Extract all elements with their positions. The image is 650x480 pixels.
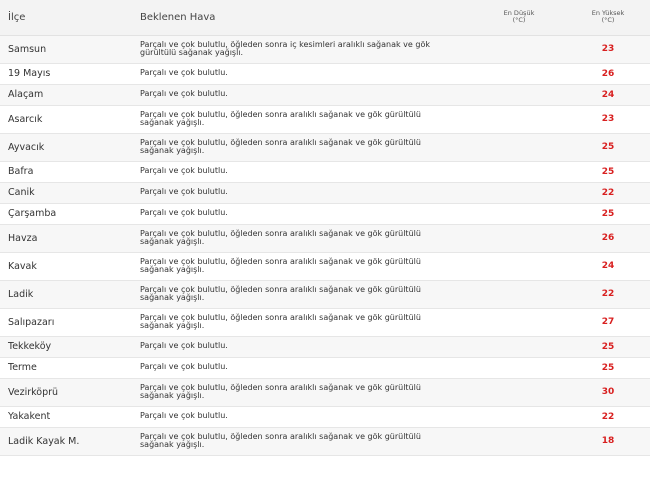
table-row [0,182,650,203]
min-temp [472,84,566,105]
header-max-temp [566,0,650,35]
weather-description: Parçalı ve çok bulutlu. [140,411,228,421]
header-min-temp-label: En Düşük [503,9,535,18]
district-name: Samsun [8,43,47,55]
min-temp [472,133,566,161]
max-temp: 22 [601,411,615,422]
min-temp [472,35,566,63]
district-name: Asarcık [8,113,43,125]
district-name: Havza [8,232,38,244]
district-name: 19 Mayıs [8,68,51,79]
max-temp: 25 [601,208,615,219]
weather-description: Parçalı ve çok bulutlu, öğleden sonra aralıklı sağanak ve gök gürültülü sağanak yağışlı. [140,431,421,449]
district-name: Vezirköprü [8,386,59,398]
table-row [0,161,650,182]
weather-description: Parçalı ve çok bulutlu, öğleden sonra aralıklı sağanak ve gök gürültülü sağanak yağışlı. [140,256,421,274]
min-temp [472,406,566,427]
max-temp: 25 [601,362,615,373]
min-temp [472,161,566,182]
weather-description: Parçalı ve çok bulutlu, öğleden sonra iç kesimleri aralıklı sağanak ve gök gürültülü sağanak yağışlı. [140,39,430,57]
table-body [0,35,650,455]
table-row [0,280,650,308]
table-row [0,35,650,63]
weather-description: Parçalı ve çok bulutlu. [140,89,228,99]
max-temp: 25 [601,166,615,177]
max-temp: 26 [601,233,615,243]
district-name: Ayvacık [8,141,45,153]
max-temp: 23 [601,114,615,124]
header-row [0,0,650,35]
weather-description: Parçalı ve çok bulutlu. [140,166,228,176]
min-temp [472,378,566,406]
weather-description: Parçalı ve çok bulutlu, öğleden sonra aralıklı sağanak ve gök gürültülü sağanak yağışlı. [140,382,421,400]
min-temp [472,182,566,203]
header-min-temp-unit: (°C) [512,16,526,25]
table-row [0,84,650,105]
weather-description: Parçalı ve çok bulutlu, öğleden sonra aralıklı sağanak ve gök gürültülü sağanak yağışlı. [140,109,421,127]
min-temp [472,336,566,357]
min-temp [472,427,566,455]
district-name: Ladik Kayak M. [8,435,80,447]
max-temp: 22 [601,289,615,299]
max-temp: 23 [601,44,615,54]
weather-description: Parçalı ve çok bulutlu. [140,68,228,78]
min-temp [472,203,566,224]
min-temp [472,105,566,133]
weather-description: Parçalı ve çok bulutlu, öğleden sonra aralıklı sağanak ve gök gürültülü sağanak yağışlı. [140,228,421,246]
weather-description: Parçalı ve çok bulutlu, öğleden sonra aralıklı sağanak ve gök gürültülü sağanak yağışlı. [140,284,421,302]
district-name: Yakakent [8,411,51,422]
max-temp: 25 [601,341,615,352]
header-district: İlçe [0,0,132,35]
min-temp [472,252,566,280]
weather-description: Parçalı ve çok bulutlu, öğleden sonra aralıklı sağanak ve gök gürültülü sağanak yağışlı. [140,137,421,155]
weather-description: Parçalı ve çok bulutlu. [140,362,228,372]
table-header [0,0,650,35]
table-row [0,378,650,406]
header-max-temp-label: En Yüksek [591,9,625,18]
min-temp [472,357,566,378]
district-name: Çarşamba [8,208,57,219]
header-max-temp-unit: (°C) [601,16,615,25]
district-name: Ladik [8,288,34,300]
table-row [0,224,650,252]
min-temp [472,224,566,252]
district-name: Bafra [8,166,34,177]
district-name: Canik [8,187,35,198]
max-temp: 24 [601,89,615,100]
district-name: Terme [8,362,37,373]
header-min-temp [472,0,566,35]
min-temp [472,280,566,308]
table-row [0,406,650,427]
min-temp [472,308,566,336]
table-row [0,203,650,224]
header-expected-weather: Beklenen Hava [132,0,472,35]
max-temp: 24 [601,261,615,271]
weather-description: Parçalı ve çok bulutlu. [140,341,228,351]
max-temp: 30 [601,387,615,397]
table-row [0,427,650,455]
max-temp: 18 [601,436,615,446]
table-row [0,105,650,133]
district-name: Kavak [8,260,37,272]
district-name: Alaçam [8,89,44,100]
table-row [0,357,650,378]
table-row [0,308,650,336]
weather-description: Parçalı ve çok bulutlu, öğleden sonra aralıklı sağanak ve gök gürültülü sağanak yağışlı. [140,312,421,330]
table-row [0,252,650,280]
max-temp: 25 [601,142,615,152]
table-row [0,133,650,161]
weather-description: Parçalı ve çok bulutlu. [140,187,228,197]
max-temp: 27 [601,317,615,327]
district-name: Salıpazarı [8,316,55,328]
weather-description: Parçalı ve çok bulutlu. [140,208,228,218]
max-temp: 22 [601,187,615,198]
max-temp: 26 [601,68,615,79]
min-temp [472,63,566,84]
table-row [0,63,650,84]
table-row [0,336,650,357]
district-name: Tekkeköy [8,341,52,352]
